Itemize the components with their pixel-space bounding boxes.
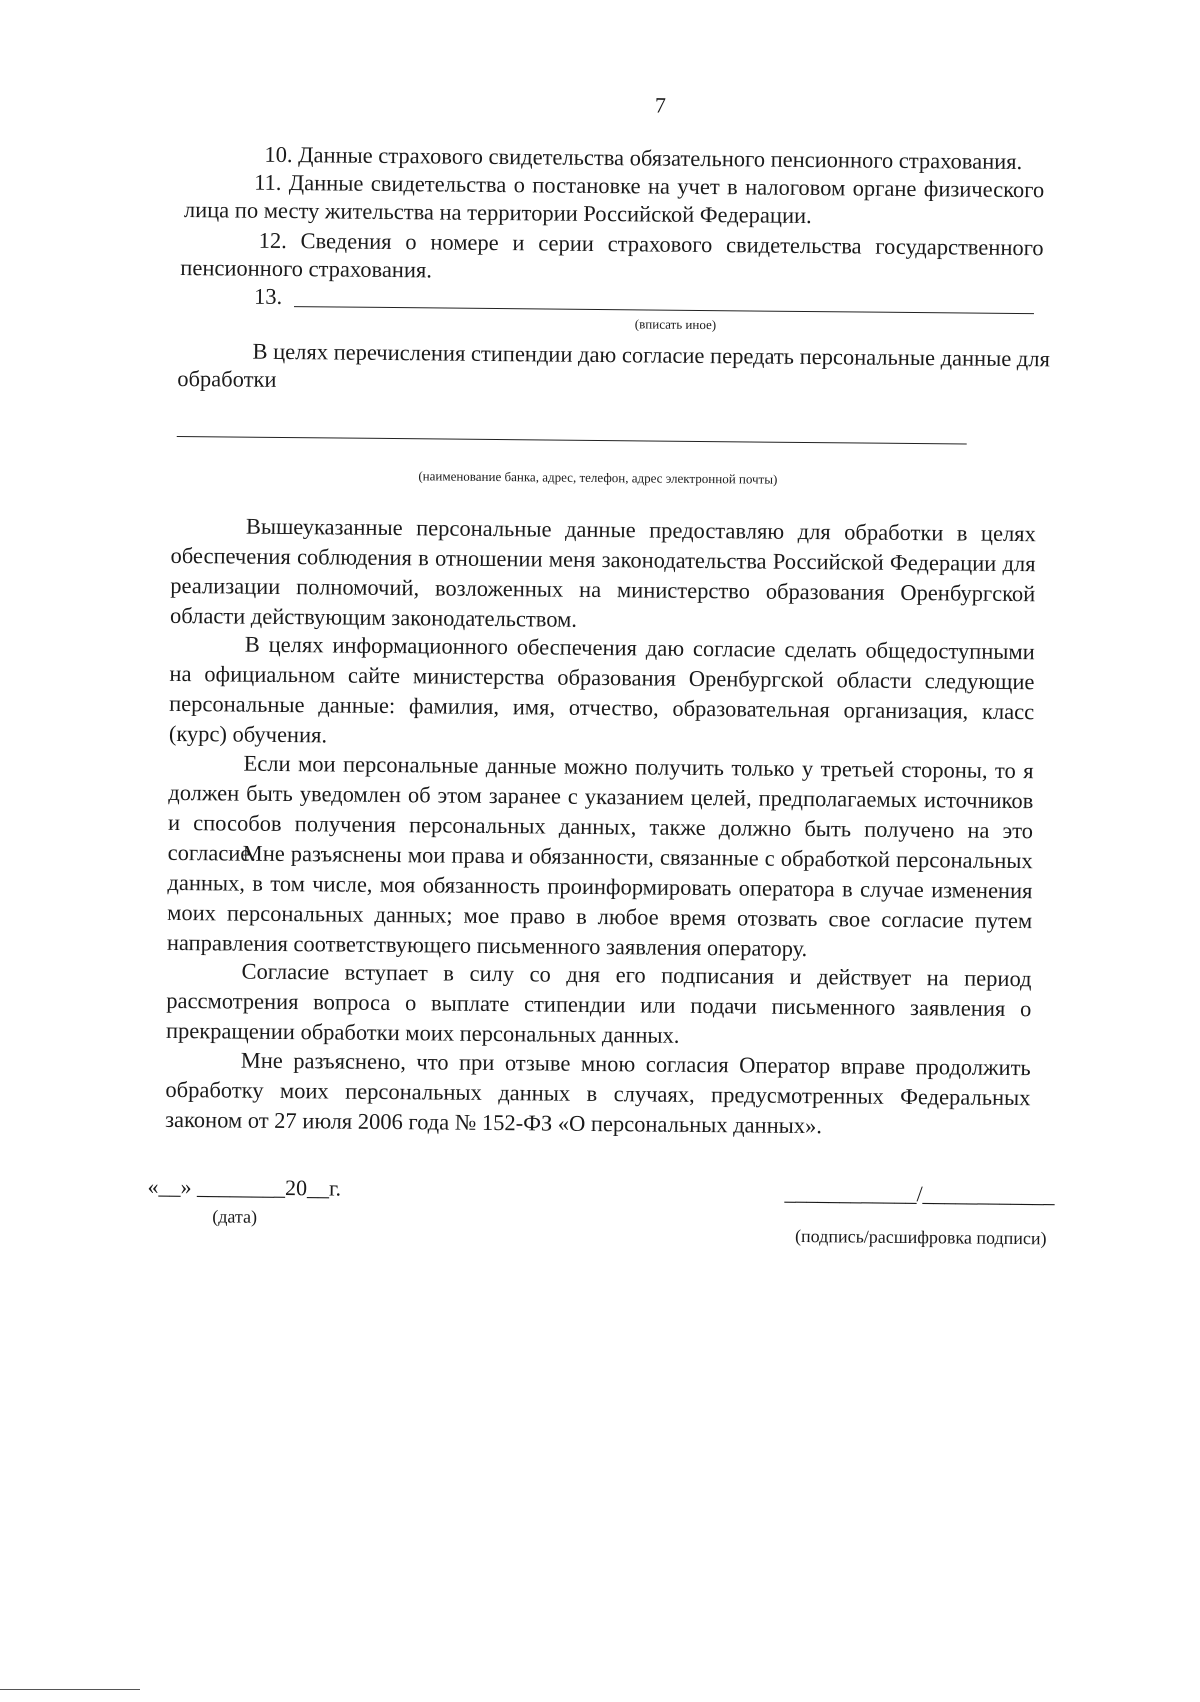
paragraph-public-data: В целях информационного обеспечения даю согласие сделать общедоступными на официальном сайте министерства образования Оренбургской области следующие персональные данные: фамилия, имя, отчество, образовательная организация, класс (курс) обучения.	[168, 631, 1035, 748]
item-11-line-2: лица по месту жительства на территории Российской Федерации.	[183, 197, 812, 229]
signature-caption: (подпись/расшифровка подписи)	[795, 1225, 1047, 1249]
item-13-caption: (вписать иное)	[634, 316, 717, 333]
paragraph-purpose: Вышеуказанные персональные данные предоставляю для обработки в целях обеспечения соблюдения в отношении меня законодательства Российской Федерации для реализации полномочий, возложенных на министерство образования Оренбургской области действующим законодательством.	[169, 513, 1036, 632]
paragraph-validity: Согласие вступает в силу со дня его подписания и действует на период рассмотрения вопроса о выплате стипендии или подачи письменного заявления о прекращении обработки моих персональных данных.	[165, 958, 1032, 1048]
bank-caption: (наименование банка, адрес, телефон, адрес электронной почты)	[418, 468, 778, 487]
date-caption: (дата)	[212, 1206, 258, 1227]
paragraph-withdrawal: Мне разъяснено, что при отзыве мною согласия Оператор вправе продолжить обработку моих персональных данных в случаях, предусмотренных Федеральных законом от 27 июля 2006 года № 152-ФЗ «О персональных данных».	[165, 1047, 1031, 1139]
paragraph-rights: Мне разъяснены мои права и обязанности, связанные с обработкой персональных данных, в том числе, моя обязанность проинформировать оператора в случае изменения моих персональных данных; мое право в любое время отозвать свое согласие путем направления соответствующего письменного заявления оператору.	[166, 840, 1033, 962]
page-number: 7	[654, 92, 667, 118]
date-field: «__» ________20__г.	[147, 1173, 342, 1201]
item-11-line-1: 11. Данные свидетельства о постановке на учет в налоговом органе физического	[254, 169, 1045, 203]
bank-fill-line	[177, 436, 967, 445]
item-13-fill-line	[294, 306, 1034, 314]
item-12-line-2: пенсионного страхования.	[180, 254, 433, 283]
scan-edge-mark	[0, 1689, 140, 1690]
paragraph-third-party: Если мои персональные данные можно получить только у третьей стороны, то я должен быть уведомлен об этом заранее с указанием целей, предполагаемых источников и способов получения персональных данных, также должно быть получено на это согласие.	[167, 750, 1034, 866]
item-12-line-1: 12. Сведения о номере и серии страхового свидетельства государственного	[258, 227, 1044, 261]
bank-consent-line-2: обработки	[177, 365, 277, 392]
item-10: 10. Данные страхового свидетельства обязательного пенсионного страхования.	[264, 141, 1023, 175]
bank-consent-line-1: В целях перечисления стипендии даю согласие передать персональные данные для	[252, 338, 1051, 372]
signature-field: ____________/____________	[784, 1179, 1055, 1208]
item-13-label: 13.	[253, 283, 283, 309]
